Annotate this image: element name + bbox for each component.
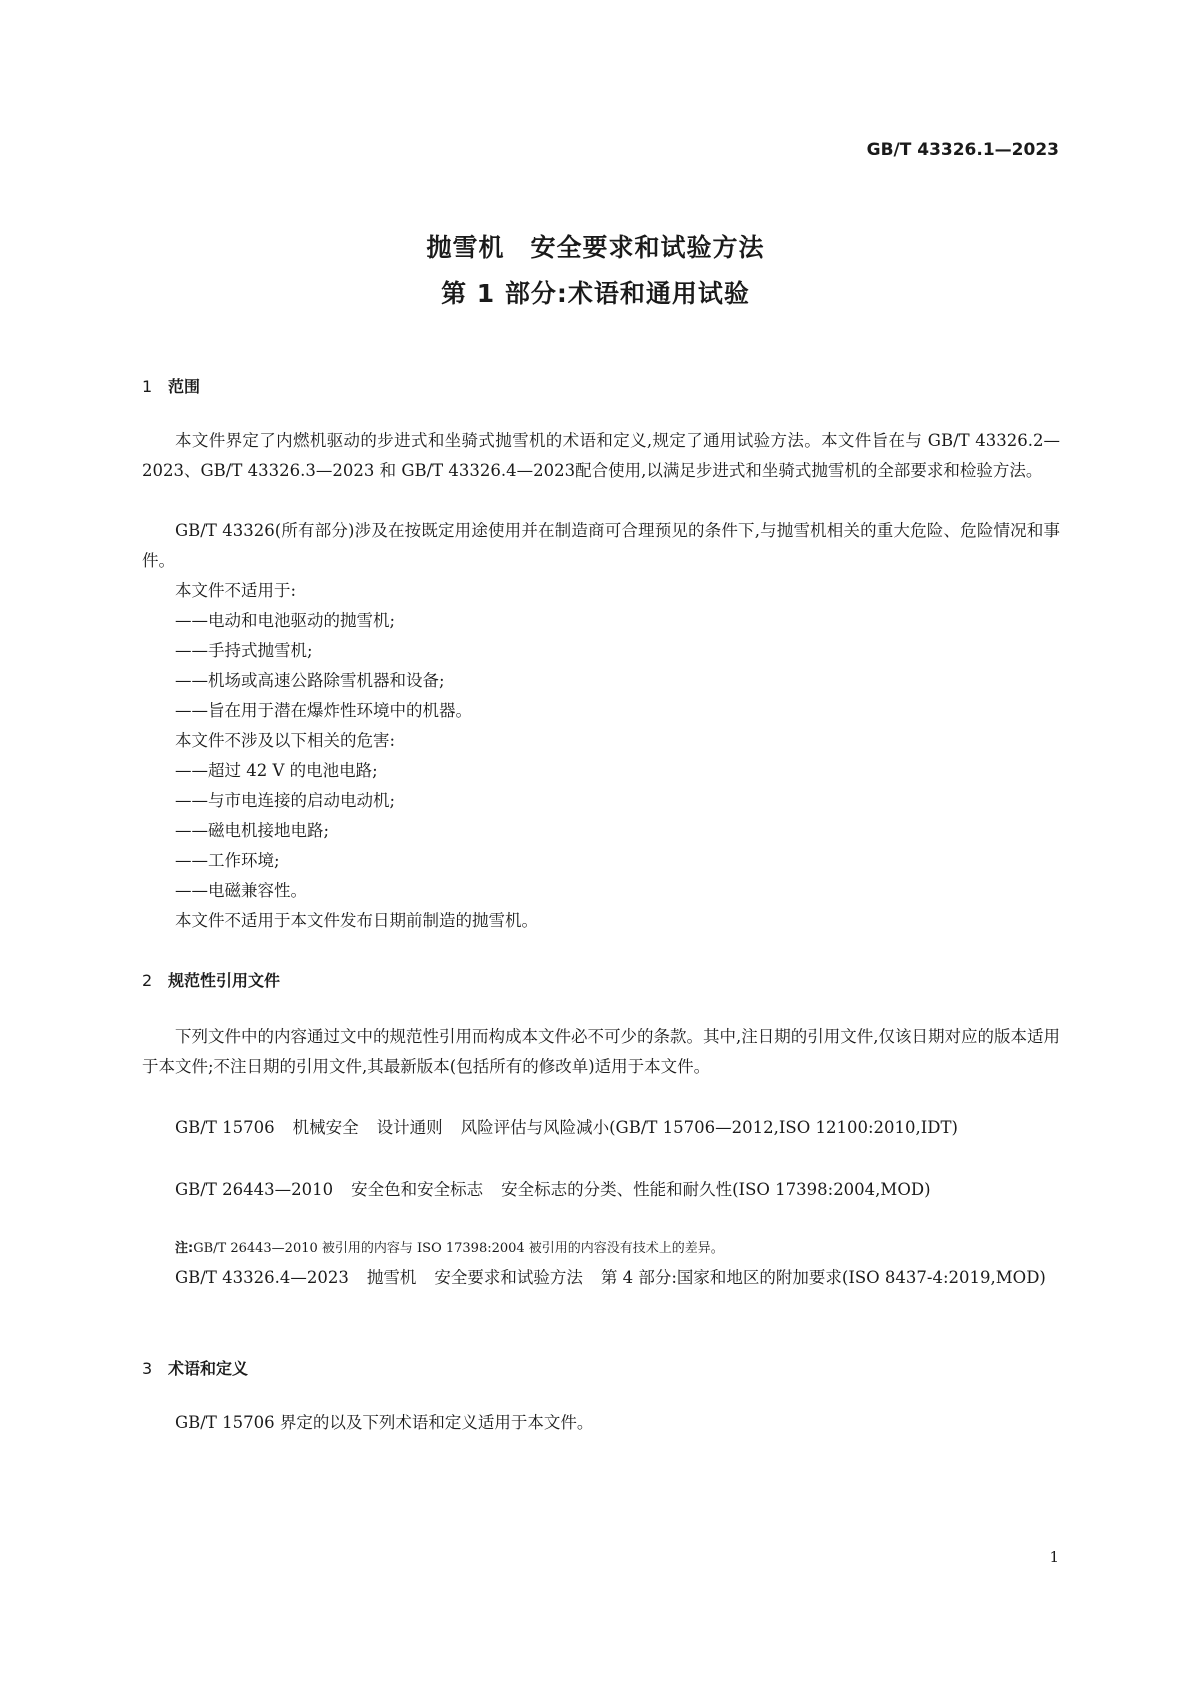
ref-code: GB/T 26443—2010 (175, 1180, 334, 1199)
section-number: 2 (142, 971, 153, 990)
list-item: ——手持式抛雪机; (175, 641, 313, 660)
title-subject: 安全要求和试验方法 (530, 233, 765, 262)
ref-title-part: 抛雪机 (366, 1268, 417, 1287)
list-item: ——电磁兼容性。 (175, 881, 307, 900)
ref-title-part: 安全色和安全标志 (351, 1180, 484, 1199)
section-number: 3 (142, 1359, 153, 1378)
note-label: 注: (175, 1241, 194, 1256)
ref-title-part: 机械安全 (292, 1118, 359, 1137)
list-item: ——旨在用于潜在爆炸性环境中的机器。 (175, 701, 472, 720)
ref-title-part: 安全要求和试验方法 (434, 1268, 583, 1287)
page-number: 1 (1049, 1548, 1059, 1566)
terms-paragraph: GB/T 15706 界定的以及下列术语和定义适用于本文件。 (175, 1413, 594, 1432)
section-title: 范围 (168, 377, 201, 396)
ref-code: GB/T 15706 (175, 1118, 275, 1137)
scope-closing: 本文件不适用于本文件发布日期前制造的抛雪机。 (175, 911, 538, 930)
ref-title-part: 风险评估与风险减小(GB/T 15706—2012,ISO 12100:2010,IDT) (460, 1118, 958, 1137)
reference-gbt15706 (142, 1112, 1060, 1144)
not-applicable-intro: 本文件不适用于: (175, 581, 297, 600)
scope-paragraph-1: 本文件界定了内燃机驱动的步进式和坐骑式抛雪机的术语和定义,规定了通用试验方法。本文件旨在与 GB/T 43326.2—2023、GB/T 43326.3—2023 和 GB/T 43326.4—2023配合使用,以满足步进式和坐骑式抛雪机的全部要求和检验方法。 (142, 431, 1060, 480)
ref-title-part: 设计通则 (376, 1118, 443, 1137)
reference-gbt26443 (142, 1174, 1060, 1206)
section-number: 1 (142, 377, 153, 396)
section-heading-normative-references (142, 968, 280, 991)
section-title: 术语和定义 (168, 1359, 249, 1378)
standard-number: GB/T 43326.1—2023 (866, 140, 1059, 160)
section-heading-scope (142, 374, 200, 397)
document-title-line1 (0, 228, 1191, 264)
list-item: ——电动和电池驱动的抛雪机; (175, 611, 396, 630)
section-heading-terms (142, 1356, 248, 1379)
list-item: ——磁电机接地电路; (175, 821, 330, 840)
list-item: ——机场或高速公路除雪机器和设备; (175, 671, 445, 690)
normative-paragraph: 下列文件中的内容通过文中的规范性引用而构成本文件必不可少的条款。其中,注日期的引用文件,仅该日期对应的版本适用于本文件;不注日期的引用文件,其最新版本(包括所有的修改单)适用于本文件。 (142, 1027, 1060, 1076)
list-item: ——超过 42 V 的电池电路; (175, 761, 378, 780)
hazards-intro: 本文件不涉及以下相关的危害: (175, 731, 396, 750)
scope-paragraph-2: GB/T 43326(所有部分)涉及在按既定用途使用并在制造商可合理预见的条件下,与抛雪机相关的重大危险、危险情况和事件。 (142, 521, 1060, 570)
list-item: ——工作环境; (175, 851, 280, 870)
ref-title-part: 第 4 部分:国家和地区的附加要求(ISO 8437-4:2019,MOD) (600, 1268, 1046, 1287)
ref-code: GB/T 43326.4—2023 (175, 1268, 349, 1287)
ref-title-part: 安全标志的分类、性能和耐久性(ISO 17398:2004,MOD) (501, 1180, 931, 1199)
document-title-line2: 第 1 部分:术语和通用试验 (441, 279, 750, 308)
reference-note (175, 1238, 724, 1260)
section-title: 规范性引用文件 (168, 971, 281, 990)
title-product: 抛雪机 (426, 233, 505, 262)
reference-gbt43326-4 (142, 1262, 1060, 1294)
list-item: ——与市电连接的启动电动机; (175, 791, 396, 810)
note-text: GB/T 26443—2010 被引用的内容与 ISO 17398:2004 被引用的内容没有技术上的差异。 (193, 1241, 724, 1256)
